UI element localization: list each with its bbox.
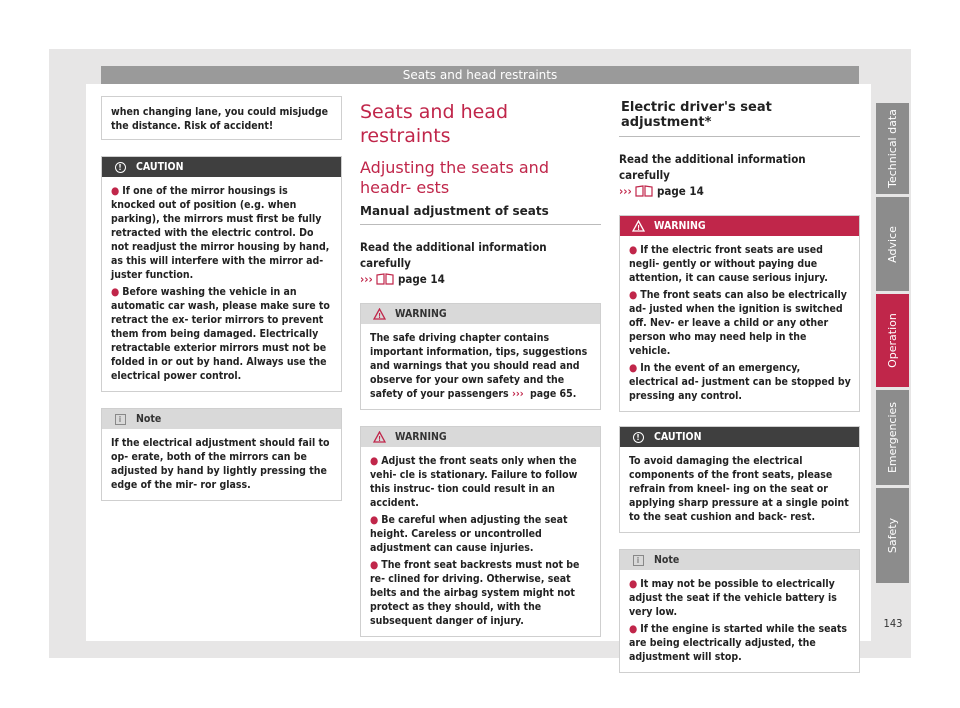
warning-body: The safe driving chapter contains important information, tips, suggestions and warnings that you should read and observe for your own safety and the safety of your passengers ››› page 65. xyxy=(370,332,588,400)
svg-text:!: ! xyxy=(377,312,381,320)
caution-header xyxy=(620,427,859,447)
bullet-icon: ● xyxy=(370,514,379,526)
warning-continuation-box xyxy=(101,96,342,140)
warning-box-2 xyxy=(360,426,601,637)
bullet-icon: ● xyxy=(629,578,638,590)
info-circle-icon: ! xyxy=(112,160,128,174)
readmore-text: Read the additional information carefully xyxy=(619,152,806,182)
list-item: ● The front seats can also be electrically ad- justed when the ignition is switched off. Nev- er leave a child or any other person who may need help in the vehicle. xyxy=(629,289,847,357)
note-header xyxy=(620,550,859,570)
warning-label: WARNING xyxy=(395,308,447,320)
warning-label: WARNING xyxy=(654,220,706,232)
bullet-icon: ● xyxy=(111,286,120,298)
tab-technical-data[interactable]: Technical data xyxy=(876,103,909,194)
caution-text: To avoid damaging the electrical components of the front seats, please refrain from kneel- ing on the seat or applying sharp pressure at a single point to the seat cushion and back- rest. xyxy=(629,455,849,523)
warning-body xyxy=(620,236,859,411)
note-text: If the electrical adjustment should fail to op- erate, both of the mirrors can be adjusted by hand by lightly pressing the edge of the mir- ror glass. xyxy=(111,437,330,491)
note-icon: i xyxy=(630,553,646,567)
bullet-icon: ● xyxy=(629,244,638,256)
tab-emergencies[interactable]: Emergencies xyxy=(876,390,909,485)
page-number: 143 xyxy=(883,617,903,630)
note-header xyxy=(102,409,341,429)
header-title: Seats and head restraints xyxy=(402,68,558,82)
warning-box xyxy=(619,215,860,412)
bullet-icon: ● xyxy=(370,455,379,467)
caution-header xyxy=(102,157,341,177)
warning-triangle-icon xyxy=(371,307,387,321)
svg-text:!: ! xyxy=(636,224,640,232)
warning-box-1 xyxy=(360,303,601,410)
section-heading: Electric driver's seat adjustment* xyxy=(619,100,860,137)
tab-operation[interactable]: Operation xyxy=(876,294,909,387)
info-circle-icon: ! xyxy=(630,430,646,444)
intro-text: when changing lane, you could misjudge the distance. Risk of accident! xyxy=(111,106,329,132)
caution-body xyxy=(102,177,341,391)
subsubsection-title: Manual adjustment of seats xyxy=(360,204,601,225)
list-item: ● If the engine is started while the seats are being electrically adjusted, the adjustment will stop. xyxy=(629,623,848,663)
right-column xyxy=(619,100,860,673)
readmore-page-link[interactable]: page 14 xyxy=(657,184,704,198)
readmore-text: Read the additional information carefully xyxy=(360,240,547,270)
list-item: ● In the event of an emergency, electrical ad- justment can be stopped by pressing any control. xyxy=(629,362,851,402)
section-title: Seats and head restraints xyxy=(360,101,509,147)
book-icon xyxy=(376,272,394,286)
bullet-icon: ● xyxy=(629,623,638,635)
warning-triangle-icon xyxy=(630,219,646,233)
readmore-arrows: ››› xyxy=(360,272,373,286)
note-label: Note xyxy=(136,413,162,425)
bullet-icon: ● xyxy=(111,185,120,197)
warning-header xyxy=(620,216,859,236)
left-column xyxy=(101,96,342,501)
bullet-icon: ● xyxy=(629,289,638,301)
warning-header xyxy=(361,304,600,324)
svg-text:!: ! xyxy=(377,435,381,443)
middle-column xyxy=(360,100,601,637)
warning-header xyxy=(361,427,600,447)
caution-label: CAUTION xyxy=(136,161,184,173)
list-item: ● If one of the mirror housings is knocked out of position (e.g. when parking), the mirrors must first be fully retracted with the electric control. Do not readjust the mirror housing by hand, as this will interfere with the mirror ad- juster function. xyxy=(111,185,330,281)
warning-label: WARNING xyxy=(395,431,447,443)
readmore xyxy=(360,239,601,287)
note-body xyxy=(620,570,859,672)
readmore-page-link[interactable]: page 14 xyxy=(398,272,445,286)
caution-box xyxy=(619,426,860,533)
subsection-title: Adjusting the seats and headr- ests xyxy=(360,158,549,197)
page-header xyxy=(101,66,859,84)
ref-page-link[interactable]: page 65 xyxy=(529,388,573,400)
list-item: ● The front seat backrests must not be re- clined for driving. Otherwise, seat belts and the airbag system might not protect as they should, with the subsequent danger of injury. xyxy=(370,559,580,627)
caution-body xyxy=(620,447,859,532)
list-item: ● Adjust the front seats only when the vehi- cle is stationary. Failure to follow this instruc- tion could result in an accident. xyxy=(370,455,578,509)
caution-label: CAUTION xyxy=(654,431,702,443)
list-item: ● If the electric front seats are used negli- gently or without paying due attention, it can cause serious injury. xyxy=(629,244,828,284)
readmore-arrows: ››› xyxy=(619,184,632,198)
warning-text: The safe driving chapter contains important information, tips, suggestions and warnings that you should read and observe for your own safety and the safety of your passengers xyxy=(370,332,588,400)
book-icon xyxy=(635,184,653,198)
note-icon: i xyxy=(112,412,128,426)
caution-box xyxy=(101,156,342,392)
warning-body xyxy=(361,447,600,636)
bullet-icon: ● xyxy=(370,559,379,571)
list-item: ● Be careful when adjusting the seat height. Careless or uncontrolled adjustment can cause injuries. xyxy=(370,514,568,554)
note-box xyxy=(101,408,342,501)
ref-arrows: ››› xyxy=(511,388,524,400)
readmore xyxy=(619,151,860,199)
note-box xyxy=(619,549,860,673)
warning-triangle-icon xyxy=(371,430,387,444)
bullet-icon: ● xyxy=(629,362,638,374)
tab-advice[interactable]: Advice xyxy=(876,197,909,291)
list-item: ● It may not be possible to electrically adjust the seat if the vehicle battery is very low. xyxy=(629,578,837,618)
note-label: Note xyxy=(654,554,680,566)
list-item: ● Before washing the vehicle in an automatic car wash, please make sure to retract the ex- terior mirrors to prevent them from being damaged. Electrically retractable exterior mirrors must not be folded in or out by hand. Always use the electrical power control. xyxy=(111,286,330,382)
tab-safety[interactable]: Safety xyxy=(876,488,909,583)
note-body xyxy=(102,429,341,500)
